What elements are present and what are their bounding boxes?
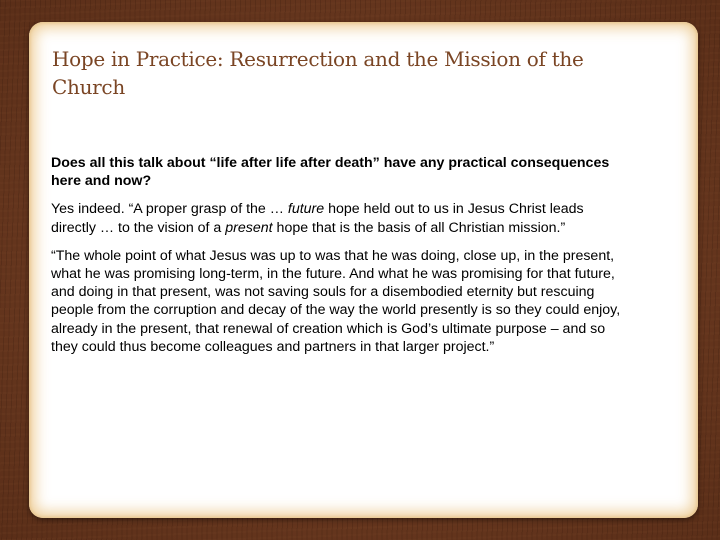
answer-paragraph xyxy=(51,200,626,236)
slide-title: Hope in Practice: Resurrection and the Mission of the Church xyxy=(52,47,584,99)
slide-body xyxy=(51,154,626,366)
emphasis-present: present xyxy=(225,219,273,236)
emphasis-future: future xyxy=(287,201,325,218)
question-text: Does all this talk about “life after life after death” have any practical consequences here and now? xyxy=(51,155,610,190)
answer-text-1: Yes indeed. “A proper grasp of the … xyxy=(51,201,288,218)
answer-text-3: hope that is the basis of all Christian mission.” xyxy=(272,219,566,236)
answer-text-2: hope held out to us in Jesus Christ leads directly … to the vision of a xyxy=(51,201,584,236)
quote-paragraph: “The whole point of what Jesus was up to was that he was doing, close up, in the present, what he was promising long-term, in the future. And what he was promising for that future, and doing in that present, was not saving souls for a disembodied eternity but rescuing people from the corruption and decay of the way the world presently is so they could enjoy, already in the present, that renewal of creation which is God’s ultimate purpose – and so they could thus become colleagues and partners in that larger project.” xyxy=(51,247,621,355)
